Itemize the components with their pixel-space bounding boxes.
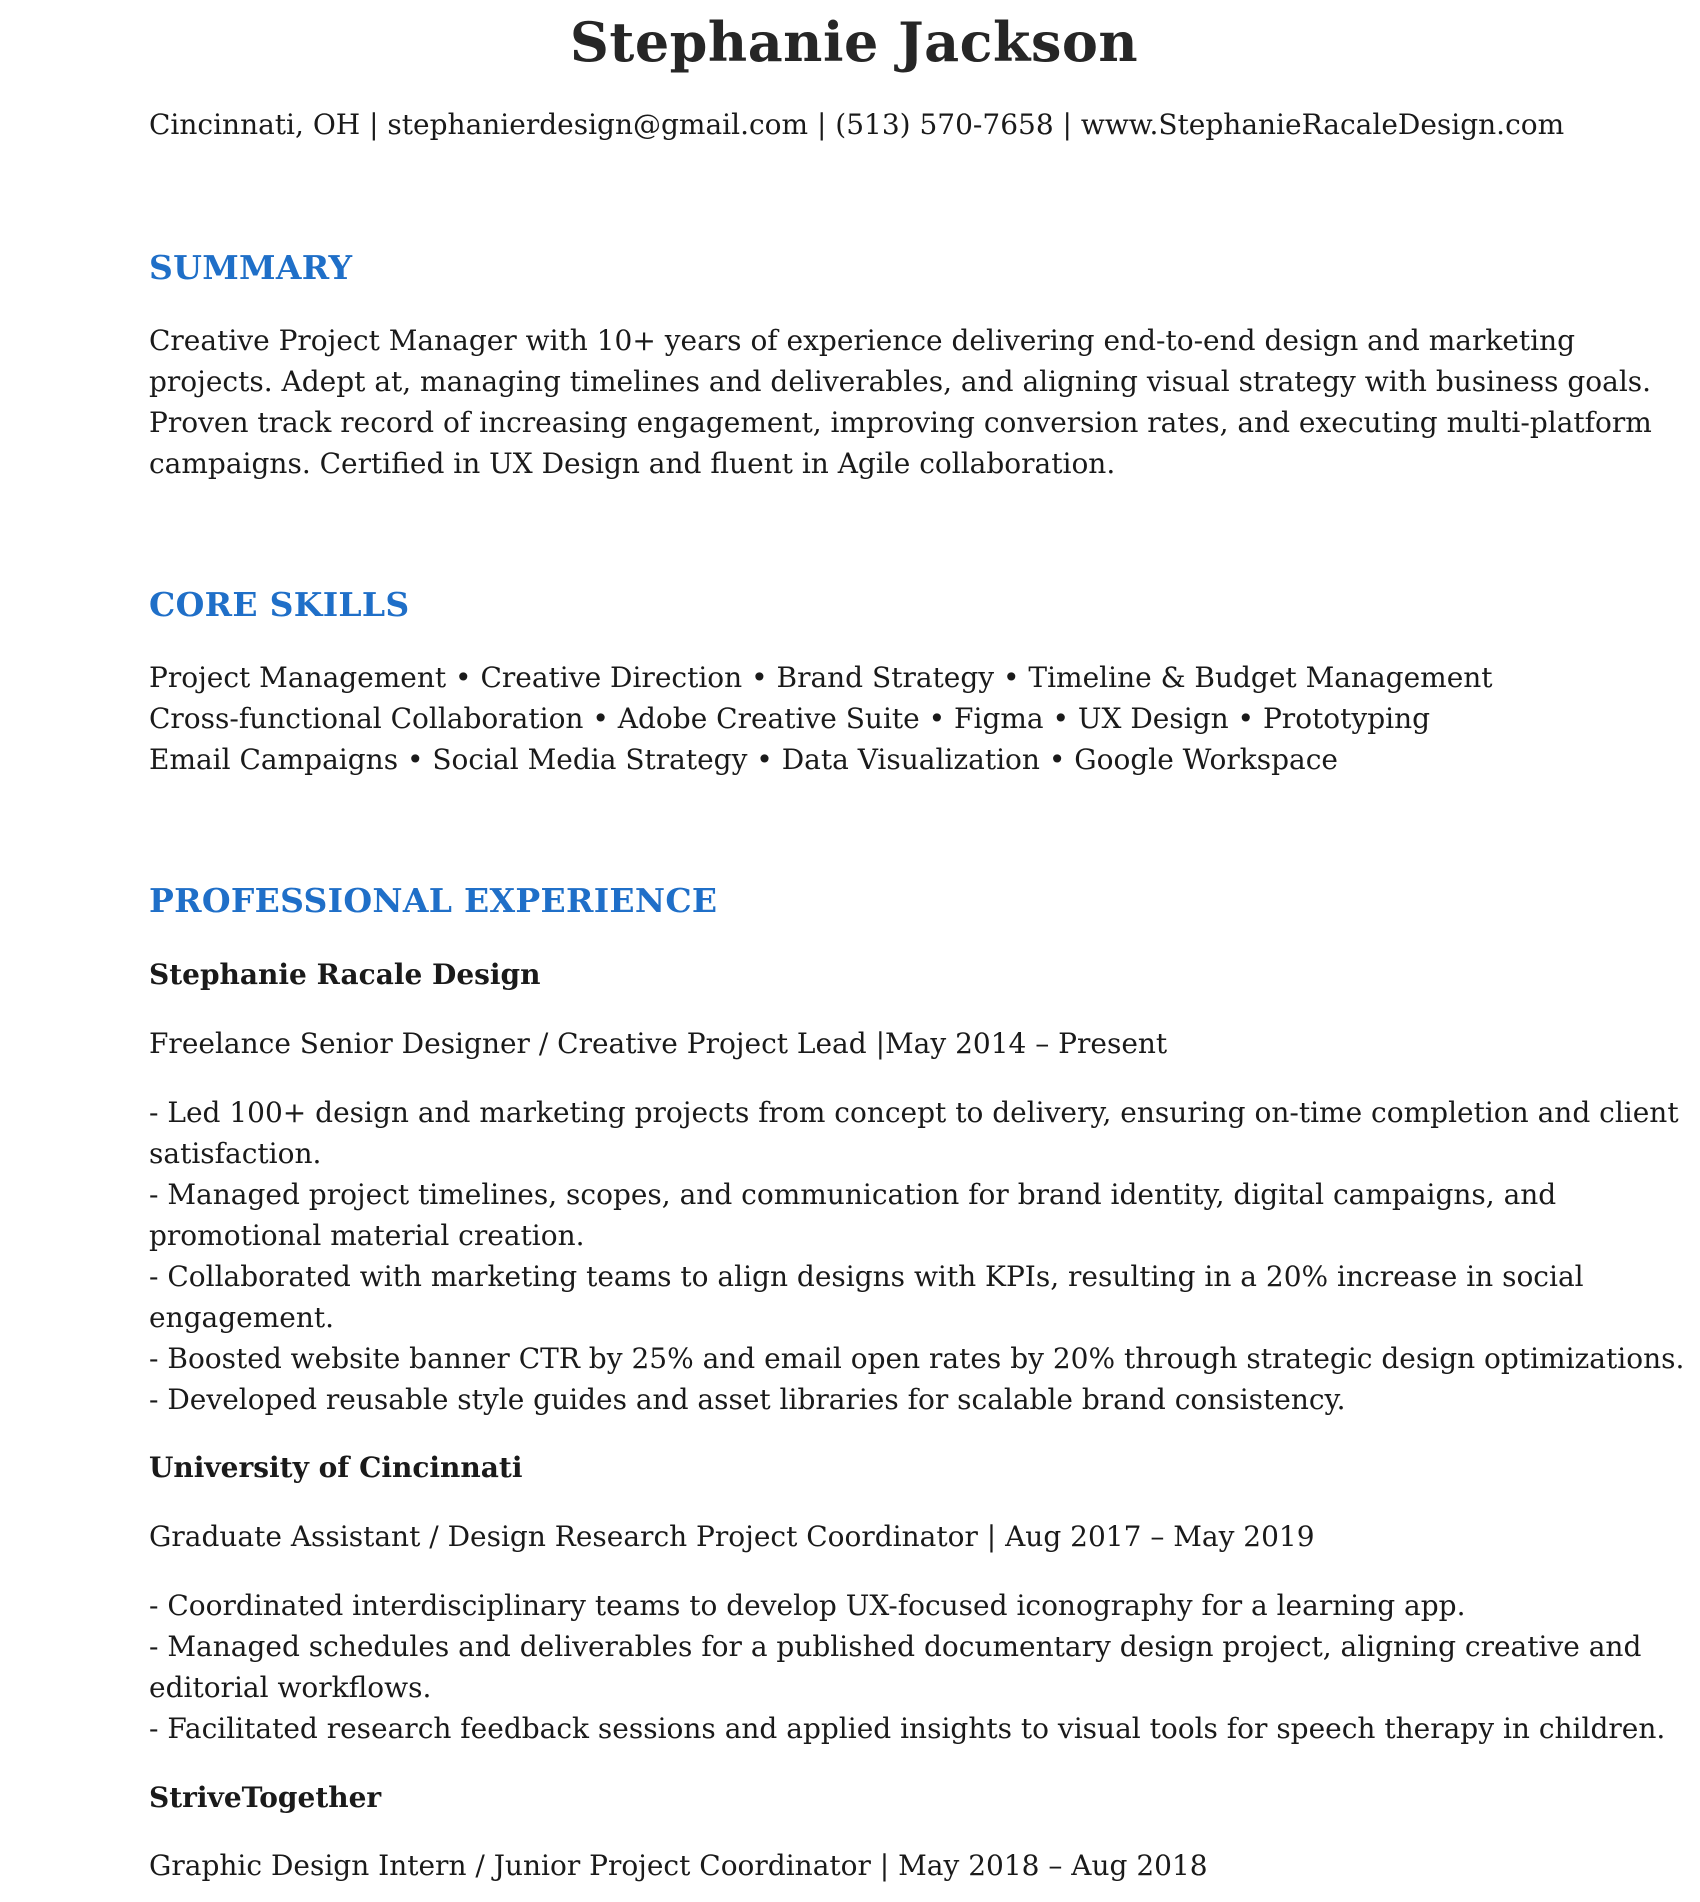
skills-line: Project Management • Creative Direction • Brand Strategy • Timeline & Budget Management xyxy=(149,661,1493,694)
experience-heading: PROFESSIONAL EXPERIENCE xyxy=(149,881,718,920)
skills-heading: CORE SKILLS xyxy=(149,585,410,624)
summary-heading: SUMMARY xyxy=(149,248,353,287)
bullet-line: promotional material creation. xyxy=(149,1219,585,1252)
bullet-line: - Developed reusable style guides and asset libraries for scalable brand consistency. xyxy=(149,1383,1346,1416)
bullet-line: - Led 100+ design and marketing projects from concept to delivery, ensuring on-time completion and client xyxy=(149,1096,1679,1129)
summary-line: Creative Project Manager with 10+ years of experience delivering end-to-end design and marketing xyxy=(149,324,1576,357)
summary-text xyxy=(149,320,1652,484)
company-name: University of Cincinnati xyxy=(149,1451,523,1484)
bullet-line: editorial workflows. xyxy=(149,1671,432,1704)
company-name: Stephanie Racale Design xyxy=(149,958,541,991)
job-role: Freelance Senior Designer / Creative Project Lead |May 2014 – Present xyxy=(149,1027,1168,1060)
skills-line: Cross-functional Collaboration • Adobe Creative Suite • Figma • UX Design • Prototyping xyxy=(149,702,1431,735)
bullet-line: - Boosted website banner CTR by 25% and email open rates by 20% through strategic design optimizations. xyxy=(149,1342,1685,1375)
skills-line: Email Campaigns • Social Media Strategy • Data Visualization • Google Workspace xyxy=(149,743,1339,776)
job-role: Graduate Assistant / Design Research Project Coordinator | Aug 2017 – May 2019 xyxy=(149,1520,1315,1553)
job-role: Graphic Design Intern / Junior Project Coordinator | May 2018 – Aug 2018 xyxy=(149,1849,1208,1882)
bullet-line: - Collaborated with marketing teams to align designs with KPIs, resulting in a 20% increase in social xyxy=(149,1260,1584,1293)
job-bullets xyxy=(149,1585,1666,1749)
company-name: StriveTogether xyxy=(149,1781,382,1814)
bullet-line: - Managed schedules and deliverables for a published documentary design project, aligning creative and xyxy=(149,1630,1642,1663)
summary-line: projects. Adept at, managing timelines and deliverables, and aligning visual strategy with business goals. xyxy=(149,365,1652,398)
bullet-line: satisfaction. xyxy=(149,1137,322,1170)
summary-line: Proven track record of increasing engagement, improving conversion rates, and executing multi-platform xyxy=(149,406,1652,439)
job-bullets xyxy=(149,1092,1685,1420)
skills-list xyxy=(149,657,1569,780)
summary-line: campaigns. Certified in UX Design and fluent in Agile collaboration. xyxy=(149,447,1116,480)
contact-line: Cincinnati, OH | stephanierdesign@gmail.com | (513) 570-7658 | www.StephanieRacaleDesign.com xyxy=(149,108,1565,141)
candidate-name: Stephanie Jackson xyxy=(569,10,1139,74)
bullet-line: - Managed project timelines, scopes, and communication for brand identity, digital campaigns, and xyxy=(149,1178,1557,1211)
bullet-line: - Coordinated interdisciplinary teams to develop UX-focused iconography for a learning app. xyxy=(149,1589,1466,1622)
bullet-line: - Facilitated research feedback sessions and applied insights to visual tools for speech therapy in children. xyxy=(149,1712,1666,1745)
bullet-line: engagement. xyxy=(149,1301,335,1334)
